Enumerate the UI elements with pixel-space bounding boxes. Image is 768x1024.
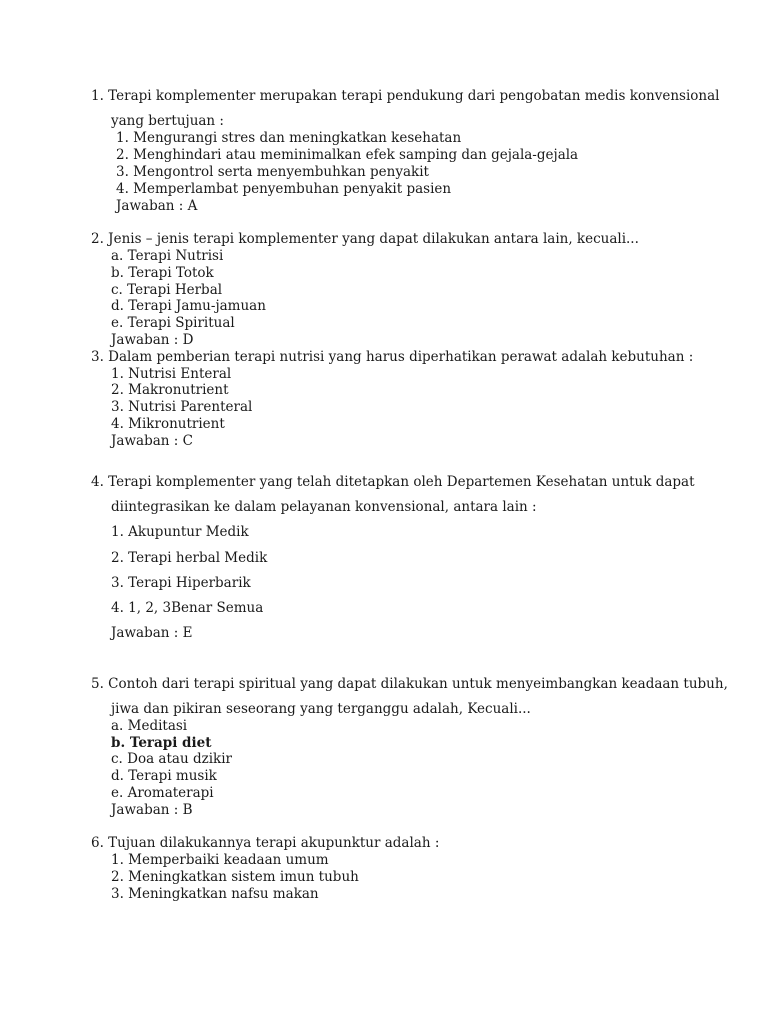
q1-option-1: 1. Mengurangi stres dan meningkatkan kesehatan	[116, 130, 462, 146]
q5-option-a: a. Meditasi	[111, 718, 188, 734]
q6-option-3: 3. Meningkatkan nafsu makan	[111, 886, 319, 902]
q4-option-2: 2. Terapi herbal Medik	[111, 550, 268, 566]
q3-option-4: 4. Mikronutrient	[111, 416, 225, 432]
q5-stem-line1: 5. Contoh dari terapi spiritual yang dapat dilakukan untuk menyeimbangkan keadaan tubuh,	[91, 676, 728, 692]
q2-option-b: b. Terapi Totok	[111, 265, 214, 281]
q2-stem-line1: 2. Jenis – jenis terapi komplementer yang dapat dilakukan antara lain, kecuali...	[91, 231, 639, 247]
q3-option-2: 2. Makronutrient	[111, 382, 229, 398]
q4-option-4: 4. 1, 2, 3Benar Semua	[111, 600, 264, 616]
q4-answer: Jawaban : E	[111, 625, 193, 641]
q6-option-2: 2. Meningkatkan sistem imun tubuh	[111, 869, 359, 885]
q3-option-1: 1. Nutrisi Enteral	[111, 366, 232, 382]
q2-answer: Jawaban : D	[111, 332, 194, 348]
q6-option-1: 1. Memperbaiki keadaan umum	[111, 852, 329, 868]
q5-stem-line2: jiwa dan pikiran seseorang yang terganggu adalah, Kecuali...	[111, 701, 531, 717]
q3-option-3: 3. Nutrisi Parenteral	[111, 399, 253, 415]
q1-option-3: 3. Mengontrol serta menyembuhkan penyakit	[116, 164, 429, 180]
q4-stem-line1: 4. Terapi komplementer yang telah ditetapkan oleh Departemen Kesehatan untuk dapat	[91, 474, 695, 490]
q5-answer: Jawaban : B	[111, 802, 193, 818]
q3-answer: Jawaban : C	[111, 433, 193, 449]
q5-option-b: b. Terapi diet	[111, 735, 212, 751]
q4-option-3: 3. Terapi Hiperbarik	[111, 575, 251, 591]
q2-option-d: d. Terapi Jamu-jamuan	[111, 298, 266, 314]
q1-stem-line1: 1. Terapi komplementer merupakan terapi pendukung dari pengobatan medis konvensional	[91, 88, 720, 104]
q5-option-c: c. Doa atau dzikir	[111, 751, 232, 767]
q4-stem-line2: diintegrasikan ke dalam pelayanan konvensional, antara lain :	[111, 499, 537, 515]
q2-option-c: c. Terapi Herbal	[111, 282, 223, 298]
q6-stem-line1: 6. Tujuan dilakukannya terapi akupunktur adalah :	[91, 835, 440, 851]
q1-option-4: 4. Memperlambat penyembuhan penyakit pasien	[116, 181, 452, 197]
q5-option-e: e. Aromaterapi	[111, 785, 214, 801]
q4-option-1: 1. Akupuntur Medik	[111, 524, 249, 540]
q5-option-d: d. Terapi musik	[111, 768, 217, 784]
q2-option-a: a. Terapi Nutrisi	[111, 248, 224, 264]
q2-option-e: e. Terapi Spiritual	[111, 315, 235, 331]
q1-stem-line2: yang bertujuan :	[111, 113, 224, 129]
q3-stem-line1: 3. Dalam pemberian terapi nutrisi yang harus diperhatikan perawat adalah kebutuhan :	[91, 349, 694, 365]
q1-answer: Jawaban : A	[116, 198, 198, 214]
q1-option-2: 2. Menghindari atau meminimalkan efek samping dan gejala-gejala	[116, 147, 579, 163]
